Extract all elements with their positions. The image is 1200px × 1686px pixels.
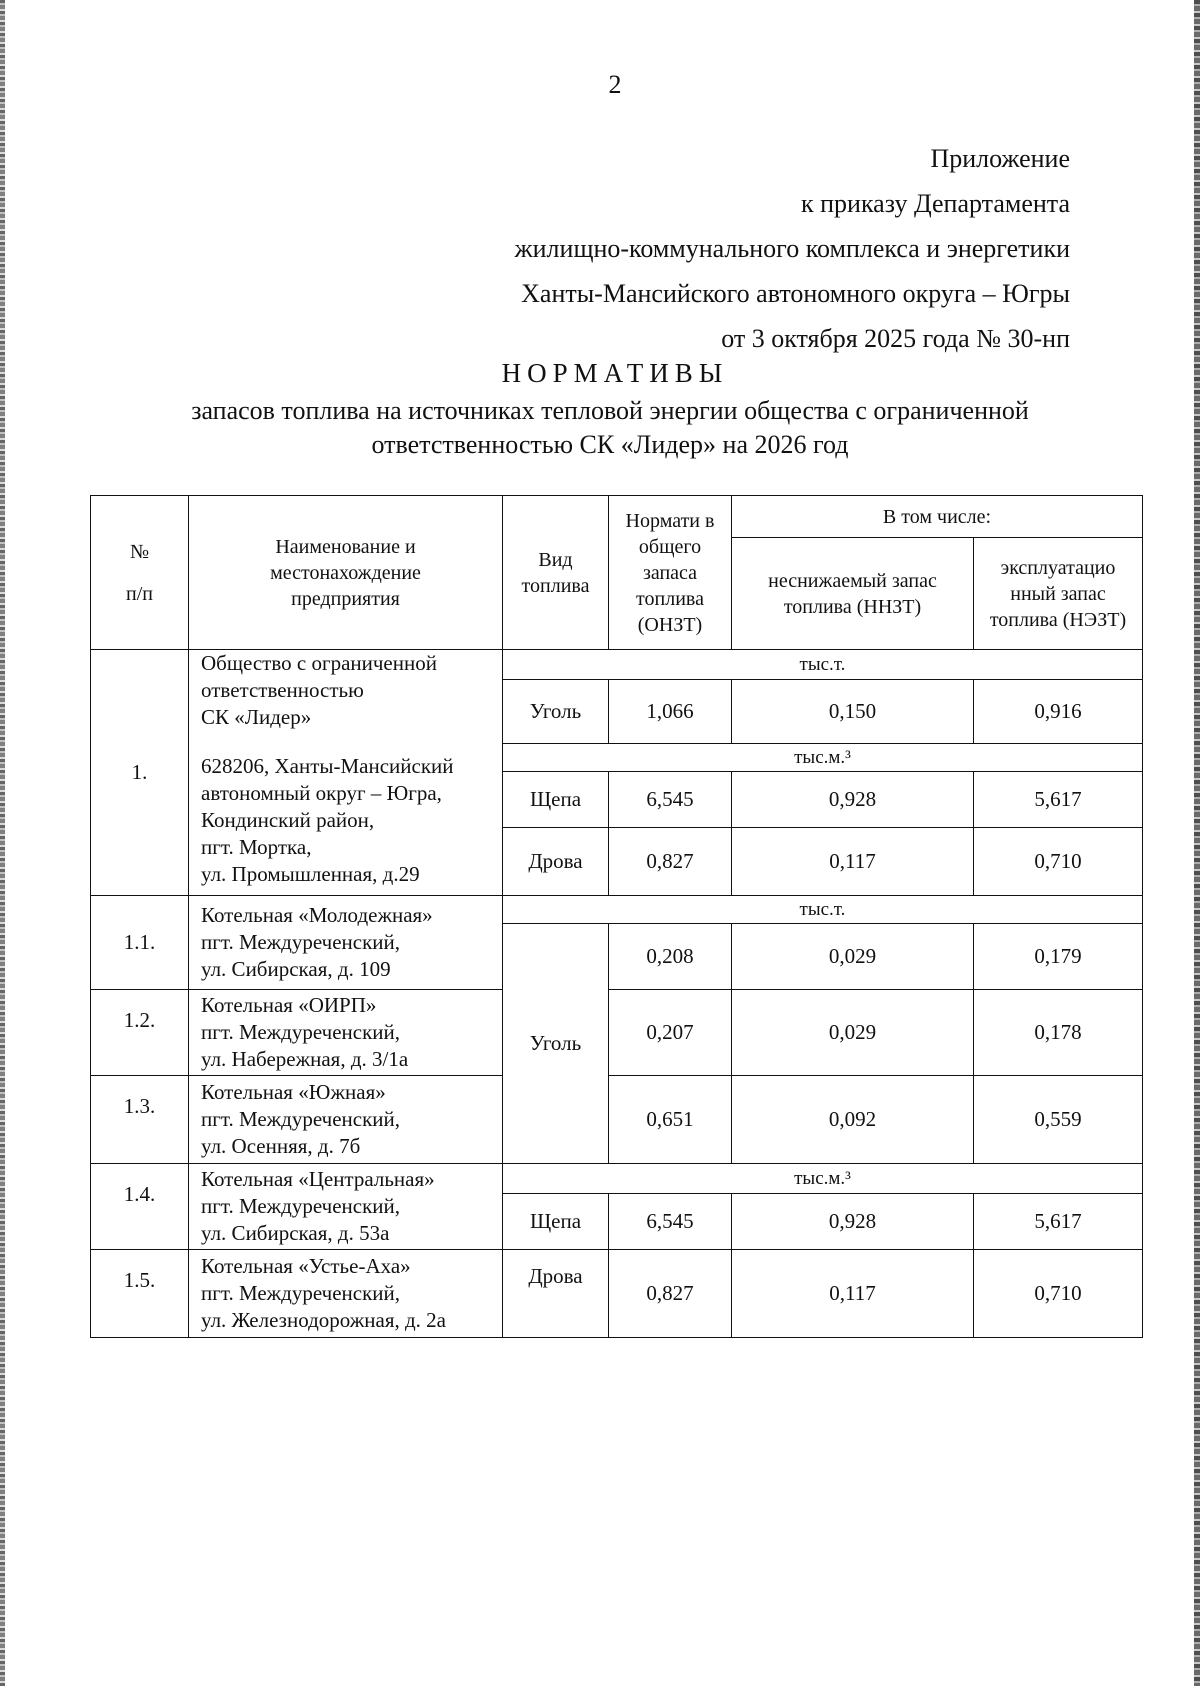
total-value: 0,827 <box>609 828 732 896</box>
nnzt-value: 0,928 <box>732 772 974 828</box>
nnzt-value: 0,117 <box>732 828 974 896</box>
fuel-type-cell: Щепа <box>503 772 609 828</box>
boiler-street: ул. Железнодорожная, д. 2а <box>201 1308 447 1332</box>
header-nnzt: неснижаемый запас топлива (ННЗТ) <box>732 538 974 650</box>
boiler-town: пгт. Междуреченский, <box>201 1281 401 1305</box>
boiler-street: ул. Осенняя, д. 7б <box>201 1134 361 1158</box>
header-fuel-type: Вид топлива <box>503 496 609 650</box>
document-subtitle <box>140 394 1080 462</box>
nezt-value: 0,710 <box>974 828 1143 896</box>
subtitle-line: запасов топлива на источниках тепловой энергии общества с ограниченной <box>191 396 1029 425</box>
appendix-line: жилищно-коммунального комплекса и энергетики <box>514 234 1070 263</box>
nnzt-value: 0,029 <box>732 990 974 1076</box>
nnzt-value: 0,092 <box>732 1076 974 1164</box>
scan-edge-right <box>1194 0 1200 1686</box>
boiler-street: ул. Сибирская, д. 53а <box>201 1221 390 1245</box>
nezt-value: 0,178 <box>974 990 1143 1076</box>
nnzt-value: 0,928 <box>732 1194 974 1250</box>
boiler-name-address <box>189 896 503 990</box>
unit-coal: тыс.т. <box>503 650 1143 680</box>
boiler-town: пгт. Междуреченский, <box>201 1194 401 1218</box>
nnzt-value: 0,150 <box>732 680 974 744</box>
fuel-type-cell: Дрова <box>503 828 609 896</box>
boiler-number: 1.5. <box>91 1250 189 1338</box>
total-value: 0,651 <box>609 1076 732 1164</box>
header-number-label: п/п <box>126 582 153 605</box>
fuel-type-cell: Уголь <box>503 680 609 744</box>
appendix-block <box>515 136 1070 361</box>
total-value: 1,066 <box>609 680 732 744</box>
company-address-line: ул. Промышленная, д.29 <box>201 862 420 886</box>
nezt-value: 0,179 <box>974 924 1143 990</box>
boiler-town: пгт. Междуреченский, <box>201 1020 401 1044</box>
header-number-symbol: № <box>129 540 150 563</box>
header-total-reserve: Нормати в общего запаса топлива (ОНЗТ) <box>609 496 732 650</box>
boiler-name-address <box>189 1164 503 1250</box>
header-name: Наименование и местонахождение предприятия <box>189 496 503 650</box>
company-number: 1. <box>91 650 189 896</box>
total-value: 0,207 <box>609 990 732 1076</box>
total-value: 6,545 <box>609 772 732 828</box>
page-number: 2 <box>608 70 622 99</box>
company-name-line: ответственностью <box>201 678 364 702</box>
boiler-name: Котельная «ОИРП» <box>201 993 377 1017</box>
boiler-street: ул. Набережная, д. 3/1а <box>201 1047 409 1071</box>
nezt-value: 0,710 <box>974 1250 1143 1338</box>
appendix-line: Ханты-Мансийского автономного округа – Югры <box>521 279 1070 308</box>
boiler-name-address <box>189 1076 503 1164</box>
fuel-type-cell: Дрова <box>503 1250 609 1338</box>
fuel-type-cell: Щепа <box>503 1194 609 1250</box>
fuel-norms-table <box>90 495 1143 1338</box>
header-including: В том числе: <box>732 496 1143 538</box>
nezt-value: 5,617 <box>974 772 1143 828</box>
total-value: 6,545 <box>609 1194 732 1250</box>
total-value: 0,208 <box>609 924 732 990</box>
company-name-address <box>189 650 503 896</box>
header-number <box>91 496 189 650</box>
header-nezt: эксплуатацио нный запас топлива (НЭЗТ) <box>974 538 1143 650</box>
boiler-name: Котельная «Центральная» <box>201 1167 435 1191</box>
company-name-line: Общество с ограниченной <box>201 651 437 675</box>
boiler-name: Котельная «Устье-Аха» <box>201 1254 411 1278</box>
appendix-line: к приказу Департамента <box>800 189 1070 218</box>
scan-edge-left <box>0 0 5 1686</box>
nezt-value: 0,559 <box>974 1076 1143 1164</box>
boiler-number: 1.2. <box>91 990 189 1076</box>
company-name-line: СК «Лидер» <box>201 705 312 729</box>
nnzt-value: 0,029 <box>732 924 974 990</box>
unit-wood: тыс.м.³ <box>503 1164 1143 1194</box>
boiler-street: ул. Сибирская, д. 109 <box>201 957 391 981</box>
boiler-name: Котельная «Молодежная» <box>201 903 433 927</box>
boiler-town: пгт. Междуреченский, <box>201 1107 401 1131</box>
appendix-line: от 3 октября 2025 года № 30-нп <box>721 324 1070 353</box>
nnzt-value: 0,117 <box>732 1250 974 1338</box>
boiler-name-address <box>189 990 503 1076</box>
boiler-number: 1.4. <box>91 1164 189 1250</box>
company-address-line: пгт. Мортка, <box>201 835 312 859</box>
unit-coal: тыс.т. <box>503 896 1143 924</box>
company-address-line: автономный округ – Югра, <box>201 781 442 805</box>
boiler-number: 1.3. <box>91 1076 189 1164</box>
unit-wood: тыс.м.³ <box>503 744 1143 772</box>
nezt-value: 0,916 <box>974 680 1143 744</box>
document-title: НОРМАТИВЫ <box>501 358 729 388</box>
total-value: 0,827 <box>609 1250 732 1338</box>
subtitle-line: ответственностью СК «Лидер» на 2026 год <box>371 430 849 459</box>
appendix-line: Приложение <box>930 144 1070 173</box>
boiler-name: Котельная «Южная» <box>201 1080 386 1104</box>
company-address-line: Кондинский район, <box>201 808 375 832</box>
nezt-value: 5,617 <box>974 1194 1143 1250</box>
boiler-number: 1.1. <box>91 896 189 990</box>
boiler-town: пгт. Междуреченский, <box>201 930 401 954</box>
fuel-type-cell: Уголь <box>503 924 609 1164</box>
company-address-line: 628206, Ханты-Мансийский <box>201 754 454 778</box>
boiler-name-address <box>189 1250 503 1338</box>
